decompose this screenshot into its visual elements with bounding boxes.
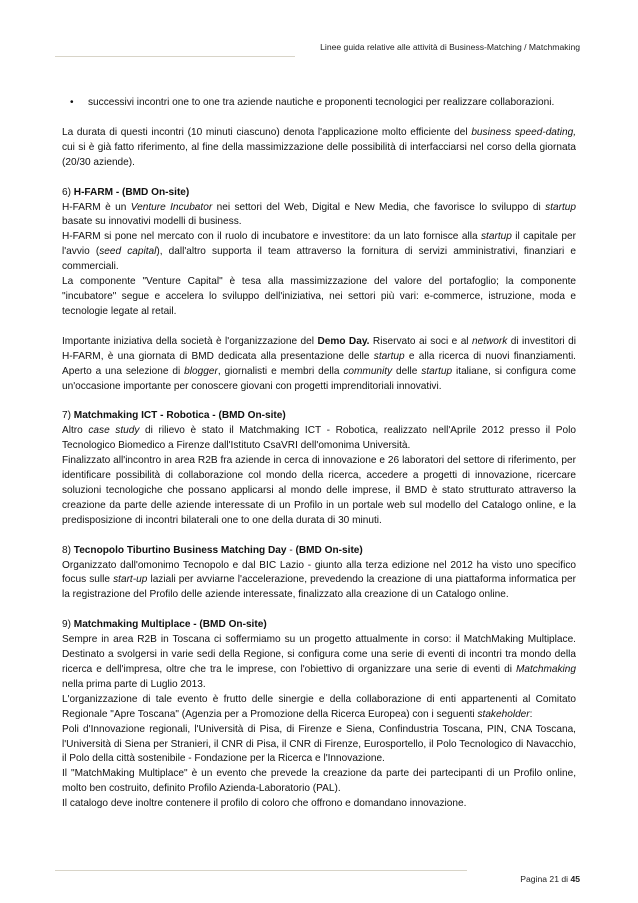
section-7-heading: 7) Matchmaking ICT - Robotica - (BMD On-site) bbox=[62, 410, 286, 422]
section-9-paragraph-4: Il "MatchMaking Multiplace" è un evento che prevede la creazione da parte dei partecipanti di un Profilo online, molto ben costruito, definito Profilo Azienda-Laboratorio (PAL). bbox=[62, 768, 576, 795]
section-6-paragraph-2: H-FARM si pone nel mercato con il ruolo di incubatore e investitore: da un lato fornisce alla startup il capitale per l'avvio (seed capital), dall'altro supporta il team attraverso la fornitura di servizi amministrativi, finanziari e commerciali. bbox=[62, 231, 576, 273]
footer-divider bbox=[55, 870, 467, 871]
section-8-heading: 8) Tecnopolo Tiburtino Business Matching Day - (BMD On-site) bbox=[62, 544, 363, 556]
section-9-paragraph-5: Il catalogo deve inoltre contenere il profilo di coloro che offrono e domandano innovazione. bbox=[62, 798, 467, 810]
section-9-heading: 9) Matchmaking Multiplace - (BMD On-site) bbox=[62, 619, 267, 631]
section-6-paragraph-3: La componente "Venture Capital" è tesa alla massimizzazione del valore del portafoglio; la componente "incubatore" segue e accelera lo sviluppo dell'iniziativa, nei settori più vari: e-commerce, istruzione, moda e tecnologie legate al retail. bbox=[62, 276, 576, 317]
page-number bbox=[520, 874, 580, 884]
section-6-paragraph-4: Importante iniziativa della società è l'organizzazione del Demo Day. Riservato ai soci e al network di investitori di H-FARM, è una giornata di BMD dedicata alla presentazione delle startup e alla ricerca di nuovi finanziamenti. Aperto a una selezione di blogger, giornalisti e membri della community delle startup italiane, si configura come un'occasione importante per conoscere giovani con progetti imprenditoriali innovativi. bbox=[62, 335, 576, 392]
bullet-dot-icon: • bbox=[70, 97, 74, 108]
page-total: 45 bbox=[570, 874, 580, 884]
section-9-paragraph-2: L'organizzazione di tale evento è frutto delle sinergie e della collaborazione di enti appartenenti al Comitato Regionale "Apre Toscana" (Agenzia per a Promozione della Ricerca Europea) con i seguenti stakeholder: bbox=[62, 693, 576, 720]
section-6-heading: 6) H-FARM - (BMD On-site) bbox=[62, 186, 190, 198]
section-8-paragraph-1: Organizzato dall'omonimo Tecnopolo e dal BIC Lazio - giunto alla terza edizione nel 2012 ha visto uno specifico focus sulle start-up laziali per avviarne l'accelerazione, prevedendo la creazione di una piattaforma informatica per la registrazione del Profilo delle aziende interessate, finalizzato alla creazione di un Catalogo online. bbox=[62, 559, 576, 601]
section-7-paragraph-2: Finalizzato all'incontro in area R2B fra aziende in cerca di innovazione e 26 laboratori del settore di riferimento, per identificare possibilità di collaborazione col mondo della ricerca, accedere a progetti di innovazione, ricercare soluzioni tecnologiche che possano applicarsi al mondo delle imprese, il BMD è stato strutturato attraverso la creazione da parte delle aziende interessate di un Profilo in un portale web sul modello del Catalogo online, e la predisposizione di incontri bilaterali one to one della durata di 30 minuti. bbox=[62, 455, 576, 526]
intro-paragraph: La durata di questi incontri (10 minuti ciascuno) denota l'applicazione molto efficiente del business speed-dating, cui si è già fatto riferimento, al fine della massimizzazione delle possibilità di interfacciarsi nel corso della giornata (20/30 aziende). bbox=[62, 126, 577, 168]
bullet-item bbox=[62, 96, 576, 111]
page-header-title: Linee guida relative alle attività di Business-Matching / Matchmaking bbox=[320, 42, 580, 52]
section-7-paragraph-1: Altro case study di rilievo è stato il Matchmaking ICT - Robotica, realizzato nell'Aprile 2012 presso il Polo Tecnologico Biomedico a Firenze dall'Istituto CsaVRI dell'omonima Università. bbox=[62, 425, 576, 452]
header-divider bbox=[55, 56, 295, 57]
document-body bbox=[62, 96, 576, 812]
bullet-text: successivi incontri one to one tra aziende nautiche e proponenti tecnologici per realizzare collaborazioni. bbox=[88, 97, 555, 108]
section-6-paragraph-1: H-FARM è un Venture Incubator nei settori del Web, Digital e New Media, che favorisce lo sviluppo di startup basate su innovativi modelli di business. bbox=[62, 201, 576, 228]
page-number-label: Pagina 21 di bbox=[520, 874, 571, 884]
section-9-paragraph-3: Poli d'Innovazione regionali, l'Università di Pisa, di Firenze e Siena, Confindustria Toscana, PIN, CNA Toscana, l'Università di Siena per Stranieri, il CNR di Pisa, il CNR di Firenze, Eurosportello, il Polo Tecnologico di Navacchio, il Polo della città sostenibile - Fondazione per la Ricerca e l'Innovazione. bbox=[62, 723, 576, 765]
section-9-paragraph-1: Sempre in area R2B in Toscana ci soffermiamo su un progetto attualmente in corso: il MatchMaking Multiplace. Destinato a svolgersi in varie sedi della Regione, si configura come una serie di eventi di incontri tra mondo della ricerca e dell'impresa, oltre che tra le imprese, con l'obiettivo di organizzare una serie di eventi di Matchmaking nella prima parte di Luglio 2013. bbox=[62, 634, 576, 690]
